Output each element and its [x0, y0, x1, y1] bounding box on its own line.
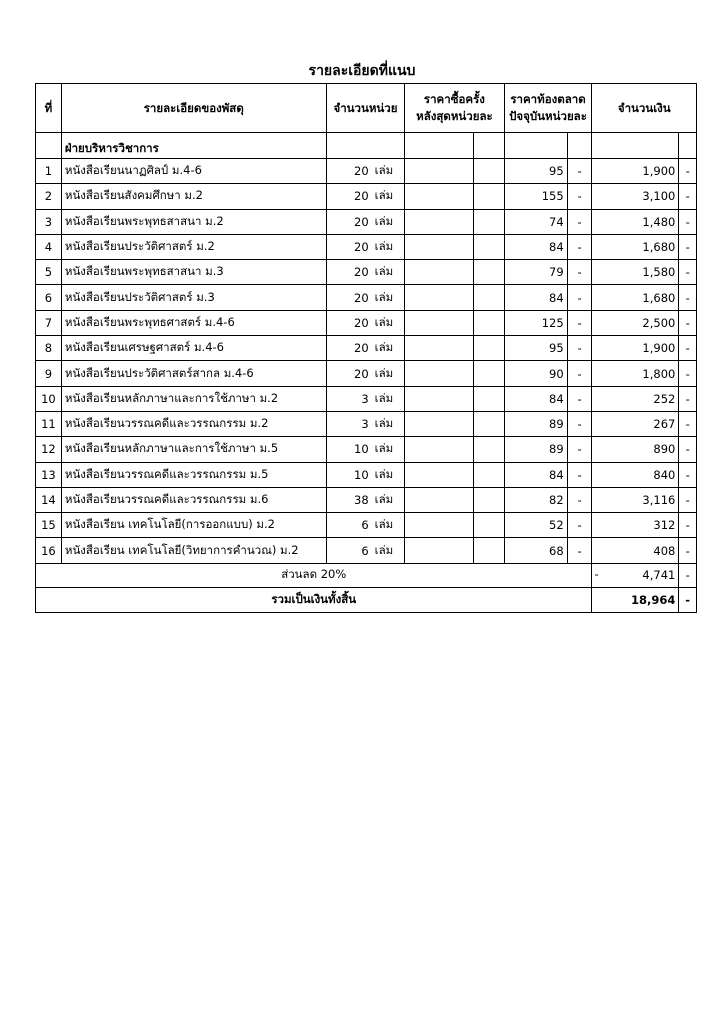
row-quantity: 20	[326, 209, 372, 234]
row-last-price	[405, 538, 473, 563]
row-description: หนังสือเรียนสังคมศึกษา ม.2	[61, 184, 326, 209]
row-number: 11	[36, 411, 62, 436]
row-description: หนังสือเรียน เทคโนโลยี(วิทยาการคำนวณ) ม.2	[61, 538, 326, 563]
row-description: หนังสือเรียนประวัติศาสตร์ ม.3	[61, 285, 326, 310]
row-number: 5	[36, 260, 62, 285]
row-amount-satang: -	[679, 538, 697, 563]
table-row	[36, 462, 697, 487]
row-market-price-satang: -	[567, 234, 592, 259]
row-unit: เล่ม	[372, 184, 405, 209]
row-market-price-satang: -	[567, 386, 592, 411]
row-amount: 1,580	[592, 260, 679, 285]
header-market-price	[504, 84, 592, 133]
row-last-price	[405, 159, 473, 184]
row-amount: 312	[592, 513, 679, 538]
row-quantity: 20	[326, 260, 372, 285]
row-quantity: 20	[326, 184, 372, 209]
total-row	[36, 587, 697, 612]
header-last-price-line2: หลังสุดหน่วยละ	[416, 109, 493, 123]
row-last-price-satang	[473, 285, 504, 310]
row-market-price: 95	[504, 336, 567, 361]
row-last-price-satang	[473, 184, 504, 209]
row-market-price: 79	[504, 260, 567, 285]
discount-row	[36, 563, 697, 587]
row-market-price-satang: -	[567, 336, 592, 361]
row-last-price	[405, 336, 473, 361]
row-unit: เล่ม	[372, 487, 405, 512]
row-last-price	[405, 462, 473, 487]
total-satang: -	[679, 587, 697, 612]
row-last-price	[405, 184, 473, 209]
row-description: หนังสือเรียนประวัติศาสตร์สากล ม.4-6	[61, 361, 326, 386]
row-quantity: 20	[326, 159, 372, 184]
row-last-price-satang	[473, 513, 504, 538]
table-row	[36, 361, 697, 386]
row-unit: เล่ม	[372, 159, 405, 184]
row-market-price: 84	[504, 386, 567, 411]
row-quantity: 6	[326, 513, 372, 538]
row-description: หนังสือเรียนพระพุทธสาสนา ม.3	[61, 260, 326, 285]
row-last-price	[405, 487, 473, 512]
row-market-price-satang: -	[567, 487, 592, 512]
row-market-price-satang: -	[567, 437, 592, 462]
row-market-price: 68	[504, 538, 567, 563]
row-unit: เล่ม	[372, 411, 405, 436]
category-row	[36, 133, 697, 159]
row-quantity: 38	[326, 487, 372, 512]
header-last-price	[405, 84, 504, 133]
row-last-price-satang	[473, 209, 504, 234]
row-last-price	[405, 361, 473, 386]
row-market-price: 84	[504, 285, 567, 310]
row-amount: 267	[592, 411, 679, 436]
row-last-price	[405, 386, 473, 411]
row-quantity: 20	[326, 336, 372, 361]
row-market-price-satang: -	[567, 310, 592, 335]
row-last-price-satang	[473, 386, 504, 411]
row-market-price: 95	[504, 159, 567, 184]
row-market-price: 89	[504, 411, 567, 436]
row-market-price-satang: -	[567, 538, 592, 563]
table-row	[36, 538, 697, 563]
row-market-price-satang: -	[567, 411, 592, 436]
row-quantity: 6	[326, 538, 372, 563]
row-quantity: 10	[326, 437, 372, 462]
row-description: หนังสือเรียน เทคโนโลยี(การออกแบบ) ม.2	[61, 513, 326, 538]
total-label: รวมเป็นเงินทั้งสิ้น	[36, 587, 592, 612]
table-row	[36, 386, 697, 411]
discount-amount-cell	[592, 563, 679, 587]
row-market-price: 155	[504, 184, 567, 209]
row-amount: 1,480	[592, 209, 679, 234]
row-amount: 840	[592, 462, 679, 487]
row-quantity: 20	[326, 285, 372, 310]
table-row	[36, 336, 697, 361]
row-description: หนังสือเรียนหลักภาษาและการใช้ภาษา ม.5	[61, 437, 326, 462]
row-amount: 3,116	[592, 487, 679, 512]
row-market-price: 52	[504, 513, 567, 538]
row-last-price-satang	[473, 336, 504, 361]
row-quantity: 20	[326, 361, 372, 386]
row-amount: 1,900	[592, 159, 679, 184]
row-number: 7	[36, 310, 62, 335]
header-last-price-line1: ราคาซื้อครั้ง	[423, 92, 485, 106]
row-unit: เล่ม	[372, 310, 405, 335]
discount-satang: -	[679, 563, 697, 587]
row-market-price-satang: -	[567, 513, 592, 538]
row-amount-satang: -	[679, 260, 697, 285]
row-number: 2	[36, 184, 62, 209]
row-last-price	[405, 310, 473, 335]
row-amount: 2,500	[592, 310, 679, 335]
row-number: 1	[36, 159, 62, 184]
table-row	[36, 159, 697, 184]
row-quantity: 3	[326, 411, 372, 436]
category-label: ฝ่ายบริหารวิชาการ	[61, 133, 326, 159]
row-description: หนังสือเรียนหลักภาษาและการใช้ภาษา ม.2	[61, 386, 326, 411]
row-amount-satang: -	[679, 437, 697, 462]
row-number: 10	[36, 386, 62, 411]
row-number: 16	[36, 538, 62, 563]
row-amount-satang: -	[679, 487, 697, 512]
row-last-price-satang	[473, 159, 504, 184]
row-description: หนังสือเรียนวรรณคดีและวรรณกรรม ม.2	[61, 411, 326, 436]
table-row	[36, 285, 697, 310]
row-last-price-satang	[473, 310, 504, 335]
row-last-price-satang	[473, 462, 504, 487]
header-market-price-line1: ราคาท้องตลาด	[510, 92, 586, 106]
row-description: หนังสือเรียนเศรษฐศาสตร์ ม.4-6	[61, 336, 326, 361]
row-last-price	[405, 209, 473, 234]
table-row	[36, 513, 697, 538]
header-amount: จำนวนเงิน	[592, 84, 697, 133]
header-market-price-line2: ปัจจุบันหน่วยละ	[509, 109, 587, 123]
row-amount-satang: -	[679, 184, 697, 209]
row-market-price-satang: -	[567, 361, 592, 386]
row-quantity: 3	[326, 386, 372, 411]
row-unit: เล่ม	[372, 386, 405, 411]
row-number: 4	[36, 234, 62, 259]
row-unit: เล่ม	[372, 513, 405, 538]
row-market-price-satang: -	[567, 184, 592, 209]
row-market-price-satang: -	[567, 285, 592, 310]
row-last-price-satang	[473, 260, 504, 285]
row-amount-satang: -	[679, 411, 697, 436]
row-amount-satang: -	[679, 209, 697, 234]
row-market-price-satang: -	[567, 159, 592, 184]
row-quantity: 10	[326, 462, 372, 487]
row-description: หนังสือเรียนพระพุทธสาสนา ม.2	[61, 209, 326, 234]
row-amount: 1,900	[592, 336, 679, 361]
row-last-price	[405, 437, 473, 462]
row-amount-satang: -	[679, 159, 697, 184]
row-unit: เล่ม	[372, 462, 405, 487]
row-amount-satang: -	[679, 234, 697, 259]
header-no: ที่	[36, 84, 62, 133]
discount-label: ส่วนลด 20%	[36, 563, 592, 587]
row-description: หนังสือเรียนวรรณคดีและวรรณกรรม ม.5	[61, 462, 326, 487]
row-market-price: 74	[504, 209, 567, 234]
row-last-price	[405, 411, 473, 436]
row-amount: 890	[592, 437, 679, 462]
row-amount: 252	[592, 386, 679, 411]
row-market-price-satang: -	[567, 260, 592, 285]
row-amount-satang: -	[679, 310, 697, 335]
row-last-price	[405, 513, 473, 538]
row-last-price	[405, 285, 473, 310]
total-amount: 18,964	[592, 587, 679, 612]
row-amount: 1,680	[592, 285, 679, 310]
row-last-price-satang	[473, 411, 504, 436]
header-quantity: จำนวนหน่วย	[326, 84, 405, 133]
discount-amount: 4,741	[642, 568, 676, 583]
discount-prefix: -	[594, 566, 599, 581]
row-unit: เล่ม	[372, 437, 405, 462]
table-row	[36, 411, 697, 436]
table-row	[36, 234, 697, 259]
row-market-price: 90	[504, 361, 567, 386]
row-number: 6	[36, 285, 62, 310]
row-number: 9	[36, 361, 62, 386]
row-number: 15	[36, 513, 62, 538]
row-number: 14	[36, 487, 62, 512]
row-amount-satang: -	[679, 361, 697, 386]
row-amount-satang: -	[679, 513, 697, 538]
row-last-price-satang	[473, 538, 504, 563]
table-row	[36, 487, 697, 512]
row-description: หนังสือเรียนนาฏศิลป์ ม.4-6	[61, 159, 326, 184]
row-market-price-satang: -	[567, 462, 592, 487]
row-quantity: 20	[326, 234, 372, 259]
row-amount-satang: -	[679, 386, 697, 411]
row-unit: เล่ม	[372, 538, 405, 563]
row-last-price	[405, 260, 473, 285]
row-amount: 1,680	[592, 234, 679, 259]
row-description: หนังสือเรียนประวัติศาสตร์ ม.2	[61, 234, 326, 259]
row-quantity: 20	[326, 310, 372, 335]
header-description: รายละเอียดของพัสดุ	[61, 84, 326, 133]
row-unit: เล่ม	[372, 234, 405, 259]
row-last-price-satang	[473, 361, 504, 386]
row-amount: 1,800	[592, 361, 679, 386]
row-unit: เล่ม	[372, 336, 405, 361]
row-last-price	[405, 234, 473, 259]
row-market-price: 89	[504, 437, 567, 462]
row-number: 13	[36, 462, 62, 487]
row-market-price: 125	[504, 310, 567, 335]
row-number: 3	[36, 209, 62, 234]
row-unit: เล่ม	[372, 361, 405, 386]
table-row	[36, 184, 697, 209]
row-market-price: 84	[504, 462, 567, 487]
row-amount-satang: -	[679, 462, 697, 487]
row-last-price-satang	[473, 234, 504, 259]
row-description: หนังสือเรียนวรรณคดีและวรรณกรรม ม.6	[61, 487, 326, 512]
row-unit: เล่ม	[372, 285, 405, 310]
row-last-price-satang	[473, 437, 504, 462]
row-number: 12	[36, 437, 62, 462]
row-unit: เล่ม	[372, 260, 405, 285]
row-market-price: 82	[504, 487, 567, 512]
row-amount-satang: -	[679, 336, 697, 361]
table-row	[36, 260, 697, 285]
table-row	[36, 310, 697, 335]
row-amount-satang: -	[679, 285, 697, 310]
row-amount: 3,100	[592, 184, 679, 209]
items-table	[35, 83, 697, 613]
row-amount: 408	[592, 538, 679, 563]
row-number: 8	[36, 336, 62, 361]
row-market-price-satang: -	[567, 209, 592, 234]
row-description: หนังสือเรียนพระพุทธศาสตร์ ม.4-6	[61, 310, 326, 335]
table-row	[36, 437, 697, 462]
document-title: รายละเอียดที่แนบ	[308, 63, 416, 79]
row-unit: เล่ม	[372, 209, 405, 234]
table-header	[36, 84, 697, 133]
table-row	[36, 209, 697, 234]
row-last-price-satang	[473, 487, 504, 512]
row-market-price: 84	[504, 234, 567, 259]
